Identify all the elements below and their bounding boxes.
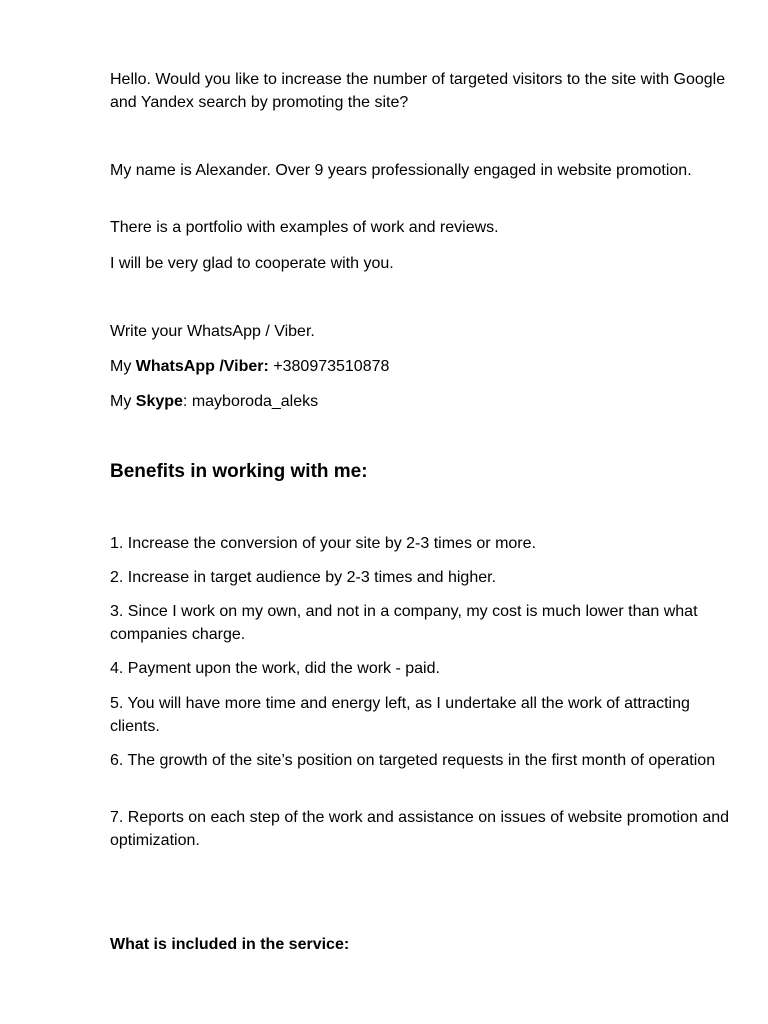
benefit-item-7: 7. Reports on each step of the work and assistance on issues of website promotion and optimization. <box>110 809 730 849</box>
benefits-heading: Benefits in working with me: <box>110 461 368 482</box>
contacts-skype-line <box>110 390 730 413</box>
contacts-whatsapp-line <box>110 355 730 378</box>
service-heading: What is included in the service: <box>110 936 350 953</box>
whatsapp-prefix: My <box>110 358 136 375</box>
skype-prefix: My <box>110 393 136 410</box>
benefit-item-2: 2. Increase in target audience by 2-3 times and higher. <box>110 569 497 586</box>
benefit-item-4: 4. Payment upon the work, did the work - paid. <box>110 660 440 677</box>
skype-handle: : mayboroda_aleks <box>182 393 319 410</box>
skype-label: Skype <box>135 393 183 410</box>
intro-portfolio-line: There is a portfolio with examples of work and reviews. <box>110 219 499 236</box>
benefit-item-3: 3. Since I work on my own, and not in a company, my cost is much lower than what companies charge. <box>110 603 698 643</box>
intro-question: Hello. Would you like to increase the number of targeted visitors to the site with Google and Yandex search by promoting the site? <box>110 71 726 111</box>
whatsapp-label: WhatsApp /Viber: <box>135 358 269 375</box>
intro-cooperate-line: I will be very glad to cooperate with you. <box>110 255 394 272</box>
intro-name-line: My name is Alexander. Over 9 years professionally engaged in website promotion. <box>110 162 692 179</box>
benefit-item-6: 6. The growth of the site’s position on targeted requests in the first month of operation <box>110 752 716 769</box>
contacts-write-line: Write your WhatsApp / Viber. <box>110 323 315 340</box>
benefit-item-5: 5. You will have more time and energy left, as I undertake all the work of attracting clients. <box>110 695 690 735</box>
benefit-item-1: 1. Increase the conversion of your site by 2-3 times or more. <box>110 535 536 552</box>
whatsapp-number: +380973510878 <box>268 358 390 375</box>
